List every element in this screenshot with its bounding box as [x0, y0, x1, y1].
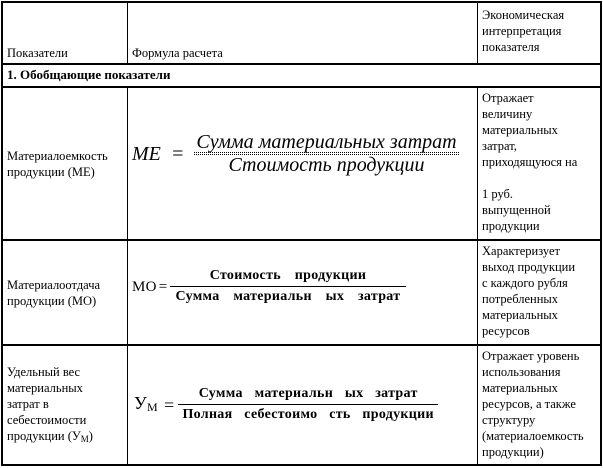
- formula-fraction: [170, 266, 407, 307]
- formula-lhs: ME: [132, 142, 161, 165]
- formula-fraction: [178, 384, 437, 425]
- section-title: 1. Обобщающие показатели: [7, 67, 171, 82]
- formula-denominator: Сумма материальн ых затрат: [175, 289, 401, 304]
- formula-equals: =: [164, 394, 175, 415]
- formula-me: [132, 131, 459, 176]
- table-row: [3, 344, 600, 464]
- formula-numerator: Сумма материальных затрат: [196, 131, 457, 153]
- formula-cell: [127, 88, 477, 239]
- header-interpretation-line: показателя: [482, 40, 540, 54]
- formula-numerator: Стоимость продукции: [209, 268, 367, 283]
- interpretation-text: выпущенной: [482, 203, 551, 217]
- formula-denominator: Стоимость продукции: [228, 154, 425, 176]
- interpretation-text: использования: [482, 365, 561, 379]
- table-header-row: [3, 3, 600, 63]
- header-indicator: [3, 3, 127, 63]
- interpretation-text: 1 руб.: [482, 187, 514, 201]
- interpretation-text: ресурсов: [482, 324, 530, 338]
- header-interpretation-line: Экономическая: [482, 8, 565, 22]
- indicator-text: Удельный вес: [7, 364, 81, 379]
- indicator-cell: [3, 241, 127, 344]
- interpretation-text: продукции): [482, 445, 544, 459]
- formula-equals: =: [158, 278, 168, 295]
- interpretation-text: материальных: [482, 381, 558, 395]
- header-formula-label: Формула расчета: [132, 46, 223, 60]
- interpretation-text: (материалоемкость: [482, 429, 584, 443]
- formula-lhs: МО: [132, 278, 157, 295]
- formula-equals: =: [170, 142, 185, 165]
- interpretation-gap: [482, 170, 600, 186]
- formula-cell: [127, 241, 477, 344]
- header-formula: [127, 3, 477, 63]
- interpretation-text: затрат,: [482, 139, 517, 153]
- header-interpretation: [477, 3, 600, 63]
- indicators-table: [1, 1, 602, 466]
- interpretation-text: Характеризует: [482, 244, 561, 258]
- interpretation-text: величину: [482, 107, 533, 121]
- indicator-text: продукции $(У_М)$: [7, 428, 93, 444]
- formula-numerator: Сумма материальн ых затрат: [198, 386, 418, 401]
- table-row: [3, 86, 600, 239]
- formula-mo: [132, 266, 406, 307]
- section-row: [3, 63, 600, 86]
- interpretation-text: Отражает уровень: [482, 349, 580, 363]
- formula-fraction: [194, 131, 458, 176]
- formula-um: [134, 384, 438, 425]
- interpretation-text: потребленных: [482, 292, 559, 306]
- table-row: [3, 239, 600, 344]
- indicator-text: затрат в: [7, 396, 49, 411]
- indicator-text: себестоимости: [7, 412, 87, 427]
- interpretation-text: Отражает: [482, 91, 534, 105]
- indicator-text: продукции (МЕ): [7, 164, 95, 179]
- indicator-cell: [3, 346, 127, 464]
- interpretation-cell: [477, 88, 600, 239]
- interpretation-cell: [477, 346, 600, 464]
- interpretation-text: приходящуюся на: [482, 155, 578, 169]
- interpretation-text: выход продукции: [482, 260, 576, 274]
- interpretation-text: с каждого рубля: [482, 276, 568, 290]
- formula-denominator: Полная себестоимо сть продукции: [182, 407, 434, 422]
- interpretation-text: продукции: [482, 219, 540, 233]
- formula-cell: [127, 346, 477, 464]
- indicator-cell: [3, 88, 127, 239]
- interpretation-text: материальных: [482, 308, 558, 322]
- header-interpretation-line: интерпретация: [482, 24, 562, 38]
- interpretation-text: ресурсов, а также: [482, 397, 576, 411]
- formula-lhs: $У_М$: [134, 392, 159, 414]
- indicator-text: Материалоотдача: [7, 277, 101, 292]
- indicator-text: Материалоемкость: [7, 148, 108, 163]
- indicator-text: материальных: [7, 380, 83, 395]
- header-indicator-label: Показатели: [7, 46, 68, 60]
- indicator-text: продукции (МО): [7, 293, 97, 308]
- interpretation-cell: [477, 241, 600, 344]
- interpretation-text: материальных: [482, 123, 558, 137]
- interpretation-text: структуру: [482, 413, 536, 427]
